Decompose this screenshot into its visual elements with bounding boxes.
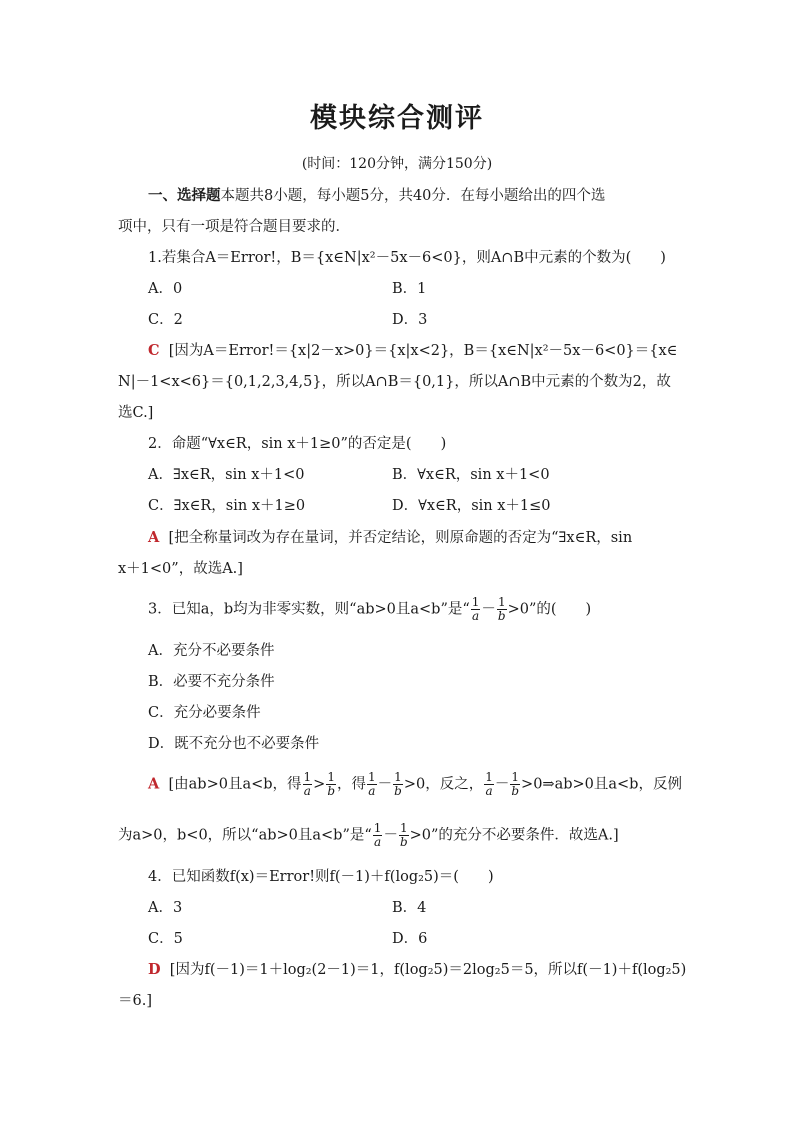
q3-exp-fraction-1-over-a: $\frac{1}{a}$	[368, 770, 376, 798]
q1-answer-letter: C	[148, 342, 160, 359]
q4-explanation-text-1: [因为f(－1)＝1＋log₂(2－1)＝1，f(log₂5)＝2log₂5＝5，所以f(－1)＋f(log₂5)	[169, 962, 687, 978]
q1-option-c: C．2	[148, 312, 183, 328]
q2-answer-letter: A	[148, 529, 160, 546]
q4-option-c: C．5	[148, 931, 183, 947]
q1-explanation-line-3: 选C.]	[118, 405, 154, 421]
q3-exp-fraction-1-over-a: $\frac{1}{a}$	[485, 770, 493, 798]
q3-exp-fraction-1-over-b: $\frac{1}{b}$	[394, 770, 402, 798]
section-intro-text-1: 本题共8小题，每小题5分，共40分．在每小题给出的四个选	[220, 188, 606, 204]
q3-stem-fraction-1-over-a: $\frac{1}{a}$	[471, 595, 480, 623]
q2-explanation-text-1: [把全称量词改为存在量词，并否定结论，则原命题的否定为“∃x∈R，sin	[168, 530, 633, 546]
q2-option-b: B．∀x∈R，sin x＋1<0	[392, 467, 550, 483]
q3-stem-text-pre: 3．已知a，b均为非零实数，则“ab>0且a<b”是“	[148, 601, 470, 618]
q4-option-a: A．3	[148, 900, 183, 916]
q2-option-d: D．∀x∈R，sin x＋1≤0	[392, 498, 551, 514]
q4-explanation-line-1	[148, 960, 686, 980]
q4-stem: 4．已知函数f(x)＝Error!则f(－1)＋f(log₂5)＝( )	[148, 869, 494, 885]
q3-exp-fraction-1-over-b: $\frac{1}{b}$	[511, 770, 520, 798]
q1-option-a: A．0	[148, 281, 183, 297]
q3-exp-fraction-1-over-a: $\frac{1}{a}$	[303, 770, 312, 798]
section-intro-line-2: 项中，只有一项是符合题目要求的．	[118, 219, 350, 235]
q3-explanation-line-2: 为a>0，b<0，所以“ab>0且a<b”是“ $\frac{1}{a}$ － $\frac{1}{b}$ >0”的充分不必要条件．故选A.]	[118, 821, 619, 849]
q4-option-d: D．6	[392, 931, 428, 947]
q2-stem: 2．命题“∀x∈R，sin x＋1≥0”的否定是( )	[148, 436, 447, 452]
section-heading: 一、选择题	[148, 187, 221, 204]
q3-explanation-line-1: A [由ab>0且a<b，得 $\frac{1}{a}$ > $\frac{1}{b}$ ，得 $\frac{1}{a}$ － $\frac{1}{b}$ >0，反之， $\frac{1}{a}$ － $\frac{1}{b}$ >0⇒ab>0且a<b，反例	[148, 770, 682, 798]
q3-option-c: C．充分必要条件	[148, 705, 261, 721]
q3-exp-fraction-1-over-a: $\frac{1}{a}$	[373, 821, 382, 849]
q1-stem: 1.若集合A＝Error!，B＝{x∈N|x²－5x－6<0}，则A∩B中元素的个数为( )	[148, 250, 666, 266]
section-intro-line-1	[148, 186, 605, 206]
q3-stem-fraction-1-over-b: $\frac{1}{b}$	[497, 595, 506, 623]
q1-explanation-line-2: N|－1<x<6}＝{0,1,2,3,4,5}，所以A∩B＝{0,1}，所以A∩B中元素的个数为2，故	[118, 374, 671, 390]
q3-stem-text-post: >0”的( )	[507, 601, 592, 618]
q3-option-b: B．必要不充分条件	[148, 674, 275, 690]
q1-explanation-text-1: [因为A＝Error!＝{x|2－x>0}＝{x|x<2}，B＝{x∈N|x²－5x－6<0}＝{x∈	[168, 343, 678, 359]
q3-option-a: A．充分不必要条件	[148, 643, 275, 659]
q4-option-b: B．4	[392, 900, 427, 916]
q1-explanation-line-1	[148, 341, 677, 361]
q3-option-d: D．既不充分也不必要条件	[148, 736, 320, 752]
page-title: 模块综合测评	[310, 103, 484, 134]
page-subtitle: (时间：120分钟，满分150分)	[301, 156, 493, 172]
q2-option-a: A．∃x∈R，sin x＋1<0	[148, 467, 305, 483]
q2-explanation-line-1	[148, 528, 632, 548]
q4-explanation-line-2: ＝6.]	[118, 993, 152, 1009]
q2-option-c: C．∃x∈R，sin x＋1≥0	[148, 498, 306, 514]
q4-answer-letter: D	[148, 961, 161, 978]
q3-exp-fraction-1-over-b: $\frac{1}{b}$	[327, 770, 336, 798]
q1-option-b: B．1	[392, 281, 427, 297]
q3-exp-fraction-1-over-b: $\frac{1}{b}$	[399, 821, 408, 849]
q3-answer-letter: A	[148, 775, 160, 793]
q2-explanation-line-2: x＋1<0”，故选A.]	[118, 561, 243, 577]
q3-stem: 3．已知a，b均为非零实数，则“ab>0且a<b”是“ $\frac{1}{a}$ － $\frac{1}{b}$ >0”的( )	[148, 595, 592, 623]
q1-option-d: D．3	[392, 312, 428, 328]
